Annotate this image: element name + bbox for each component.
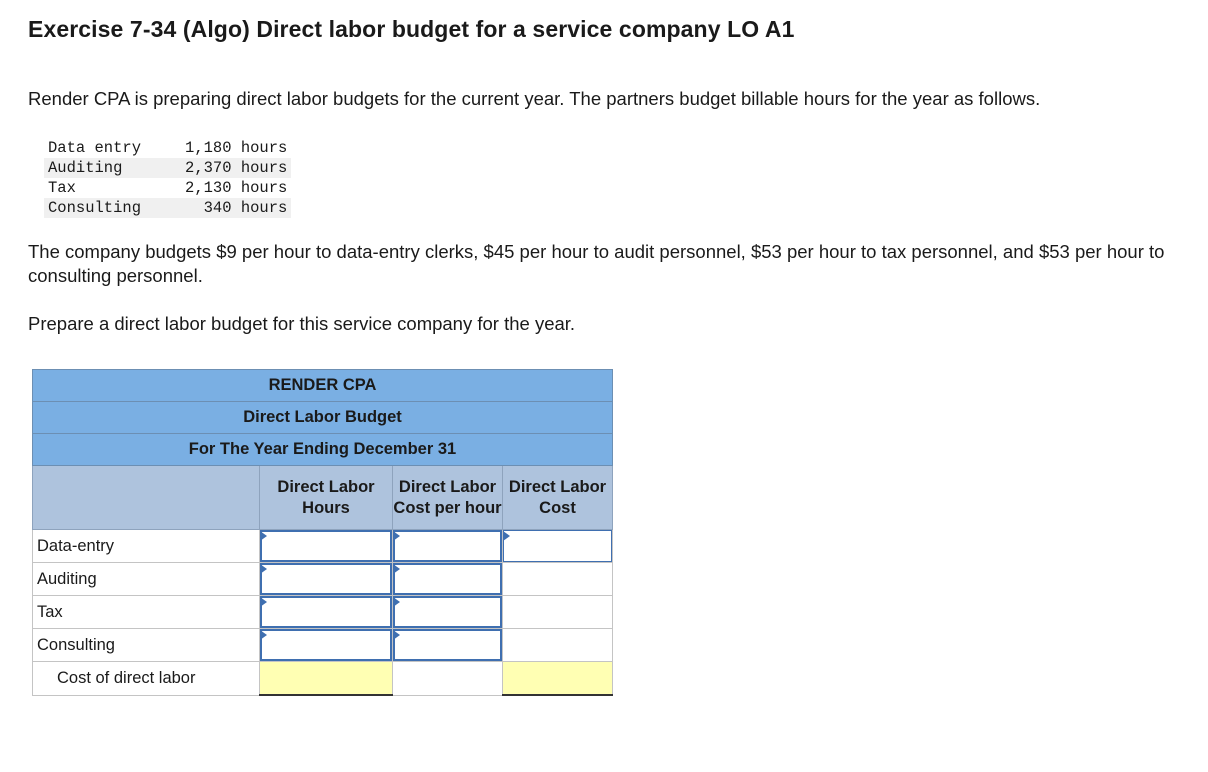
budget-row-data-entry [33, 530, 613, 563]
auditing-rate-input[interactable] [393, 563, 502, 595]
auditing-cost-cell [503, 563, 613, 596]
service-name: Auditing [44, 158, 145, 178]
row-label: Consulting [33, 629, 260, 662]
budget-row-tax [33, 596, 613, 629]
direct-labor-budget-table [32, 369, 613, 696]
budget-row-auditing [33, 563, 613, 596]
service-hours: 2,370 hours [145, 158, 291, 178]
col-header-hours: Direct Labor Hours [260, 466, 393, 530]
row-label: Auditing [33, 563, 260, 596]
col-header-cost: Direct Labor Cost [503, 466, 613, 530]
col-header-rate: Direct Labor Cost per hour [393, 466, 503, 530]
hours-row [44, 178, 291, 198]
service-name: Tax [44, 178, 145, 198]
service-name: Data entry [44, 138, 145, 158]
total-label: Cost of direct labor [33, 662, 260, 696]
budget-row-total [33, 662, 613, 696]
billable-hours-table [44, 138, 291, 218]
budget-row-consulting [33, 629, 613, 662]
hours-row [44, 158, 291, 178]
intro-text: Render CPA is preparing direct labor budgets for the current year. The partners budget billable hours for the year as follows. [28, 88, 1041, 109]
auditing-hours-input[interactable] [260, 563, 392, 595]
service-hours: 1,180 hours [145, 138, 291, 158]
total-hours-cell [260, 662, 393, 696]
data-entry-cost-input[interactable] [503, 530, 612, 562]
tax-hours-input[interactable] [260, 596, 392, 628]
budget-period: For The Year Ending December 31 [33, 434, 613, 466]
blank-header [33, 466, 260, 530]
service-name: Consulting [44, 198, 145, 218]
consulting-hours-input[interactable] [260, 629, 392, 661]
service-hours: 2,130 hours [145, 178, 291, 198]
budget-name: Direct Labor Budget [33, 402, 613, 434]
tax-cost-cell [503, 596, 613, 629]
hours-row [44, 198, 291, 218]
instruction-text: Prepare a direct labor budget for this service company for the year. [28, 313, 576, 334]
rates-text: The company budgets $9 per hour to data-entry clerks, $45 per hour to audit personnel, $53 per hour to tax personnel, and $53 per hour to consulting personnel. [28, 241, 1165, 286]
hours-row [44, 138, 291, 158]
consulting-rate-input[interactable] [393, 629, 502, 661]
service-hours: 340 hours [145, 198, 291, 218]
tax-rate-input[interactable] [393, 596, 502, 628]
total-cost-cell [503, 662, 613, 696]
budget-company: RENDER CPA [33, 370, 613, 402]
data-entry-hours-input[interactable] [260, 530, 392, 562]
data-entry-rate-input[interactable] [393, 530, 502, 562]
consulting-cost-cell [503, 629, 613, 662]
row-label: Tax [33, 596, 260, 629]
row-label: Data-entry [33, 530, 260, 563]
exercise-title: Exercise 7-34 (Algo) Direct labor budget for a service company LO A1 [28, 16, 795, 42]
total-rate-cell [393, 662, 503, 696]
